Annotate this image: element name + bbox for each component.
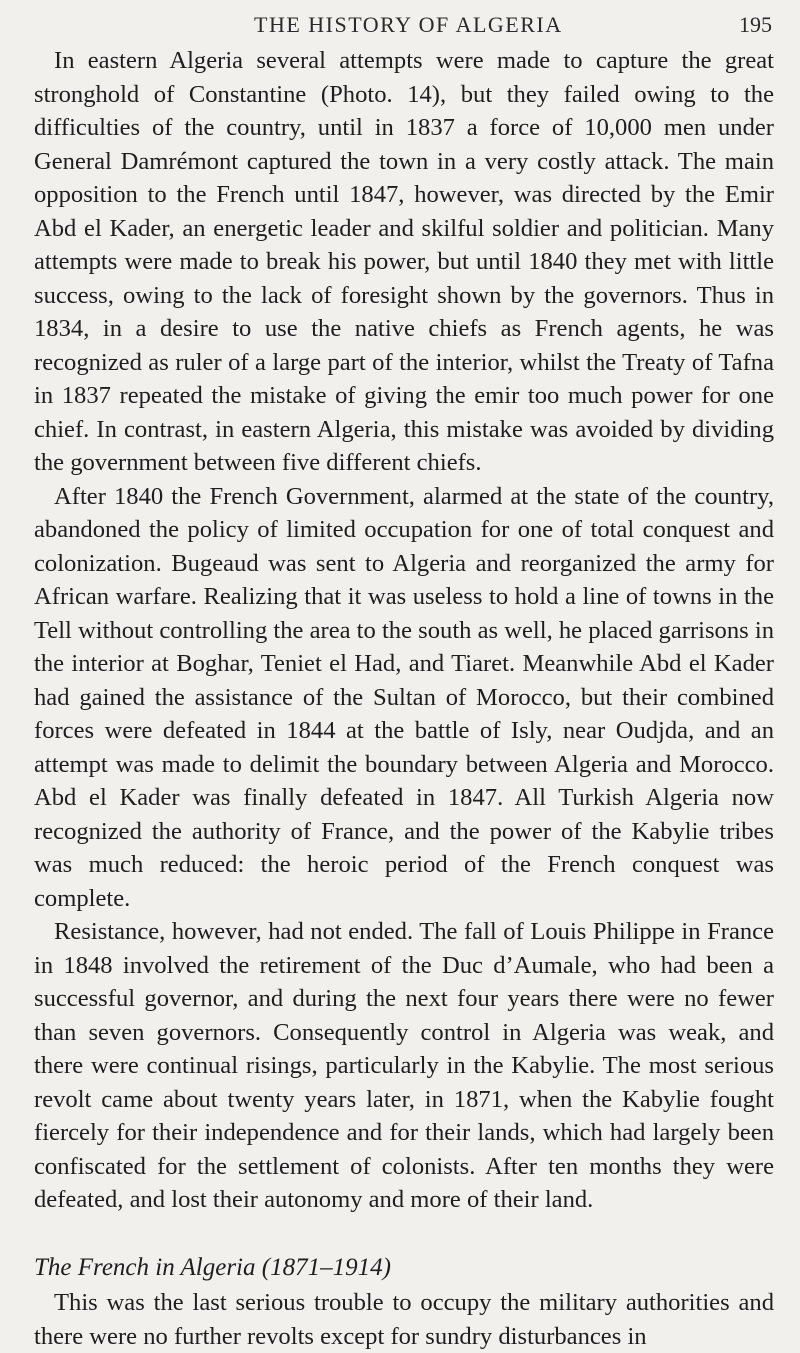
running-head [34,4,774,44]
running-head-title: THE HISTORY OF ALGERIA [254,12,563,37]
paragraph: In eastern Algeria several attempts were made to capture the great stronghold of Constantine (Photo. 14), but they failed owing to the difficulties of the country, until in 1837 a force of 10,000 men under General Damrémont captured the town in a very costly attack. The main opposition to the French until 1847, however, was directed by the Emir Abd el Kader, an energetic leader and skilful soldier and politician. Many attempts were made to break his power, but until 1840 they met with little success, owing to the lack of foresight shown by the governors. Thus in 1834, in a desire to use the native chiefs as French agents, he was recognized as ruler of a large part of the interior, whilst the Treaty of Tafna in 1837 repeated the mistake of giving the emir too much power for one chief. In contrast, in eastern Algeria, this mistake was avoided by dividing the government between five different chiefs. [34,47,774,476]
section-heading: The French in Algeria (1871–1914) [34,1253,391,1281]
paragraph: Resistance, however, had not ended. The fall of Louis Philippe in France in 1848 involved the retirement of the Duc d’Aumale, who had been a successful governor, and during the next four years there were no fewer than seven governors. Consequently control in Algeria was weak, and there were continual risings, particularly in the Kabylie. The most serious revolt came about twenty years later, in 1871, when the Kabylie fought fiercely for their independence and for their lands, which had largely been confiscated for the settlement of colonists. After ten months they were defeated, and lost their autonomy and more of their land. [34,918,774,1213]
page-number: 195 [739,12,772,37]
paragraph: This was the last serious trouble to occupy the military authorities and there were no further revolts except for sundry disturbances in [34,1289,774,1350]
body-text [34,44,774,1353]
paragraph: After 1840 the French Government, alarmed at the state of the country, abandoned the policy of limited occupation for one of total conquest and colonization. Bugeaud was sent to Algeria and reorganized the army for African warfare. Realizing that it was useless to hold a line of towns in the Tell without controlling the area to the south as well, he placed garrisons in the interior at Boghar, Teniet el Had, and Tiaret. Meanwhile Abd el Kader had gained the assistance of the Sultan of Morocco, but their combined forces were defeated in 1844 at the battle of Isly, near Oudjda, and an attempt was made to delimit the boundary between Algeria and Morocco. Abd el Kader was finally defeated in 1847. All Turkish Algeria now recognized the authority of France, and the power of the Kabylie tribes was much reduced: the heroic period of the French conquest was complete. [34,482,774,912]
